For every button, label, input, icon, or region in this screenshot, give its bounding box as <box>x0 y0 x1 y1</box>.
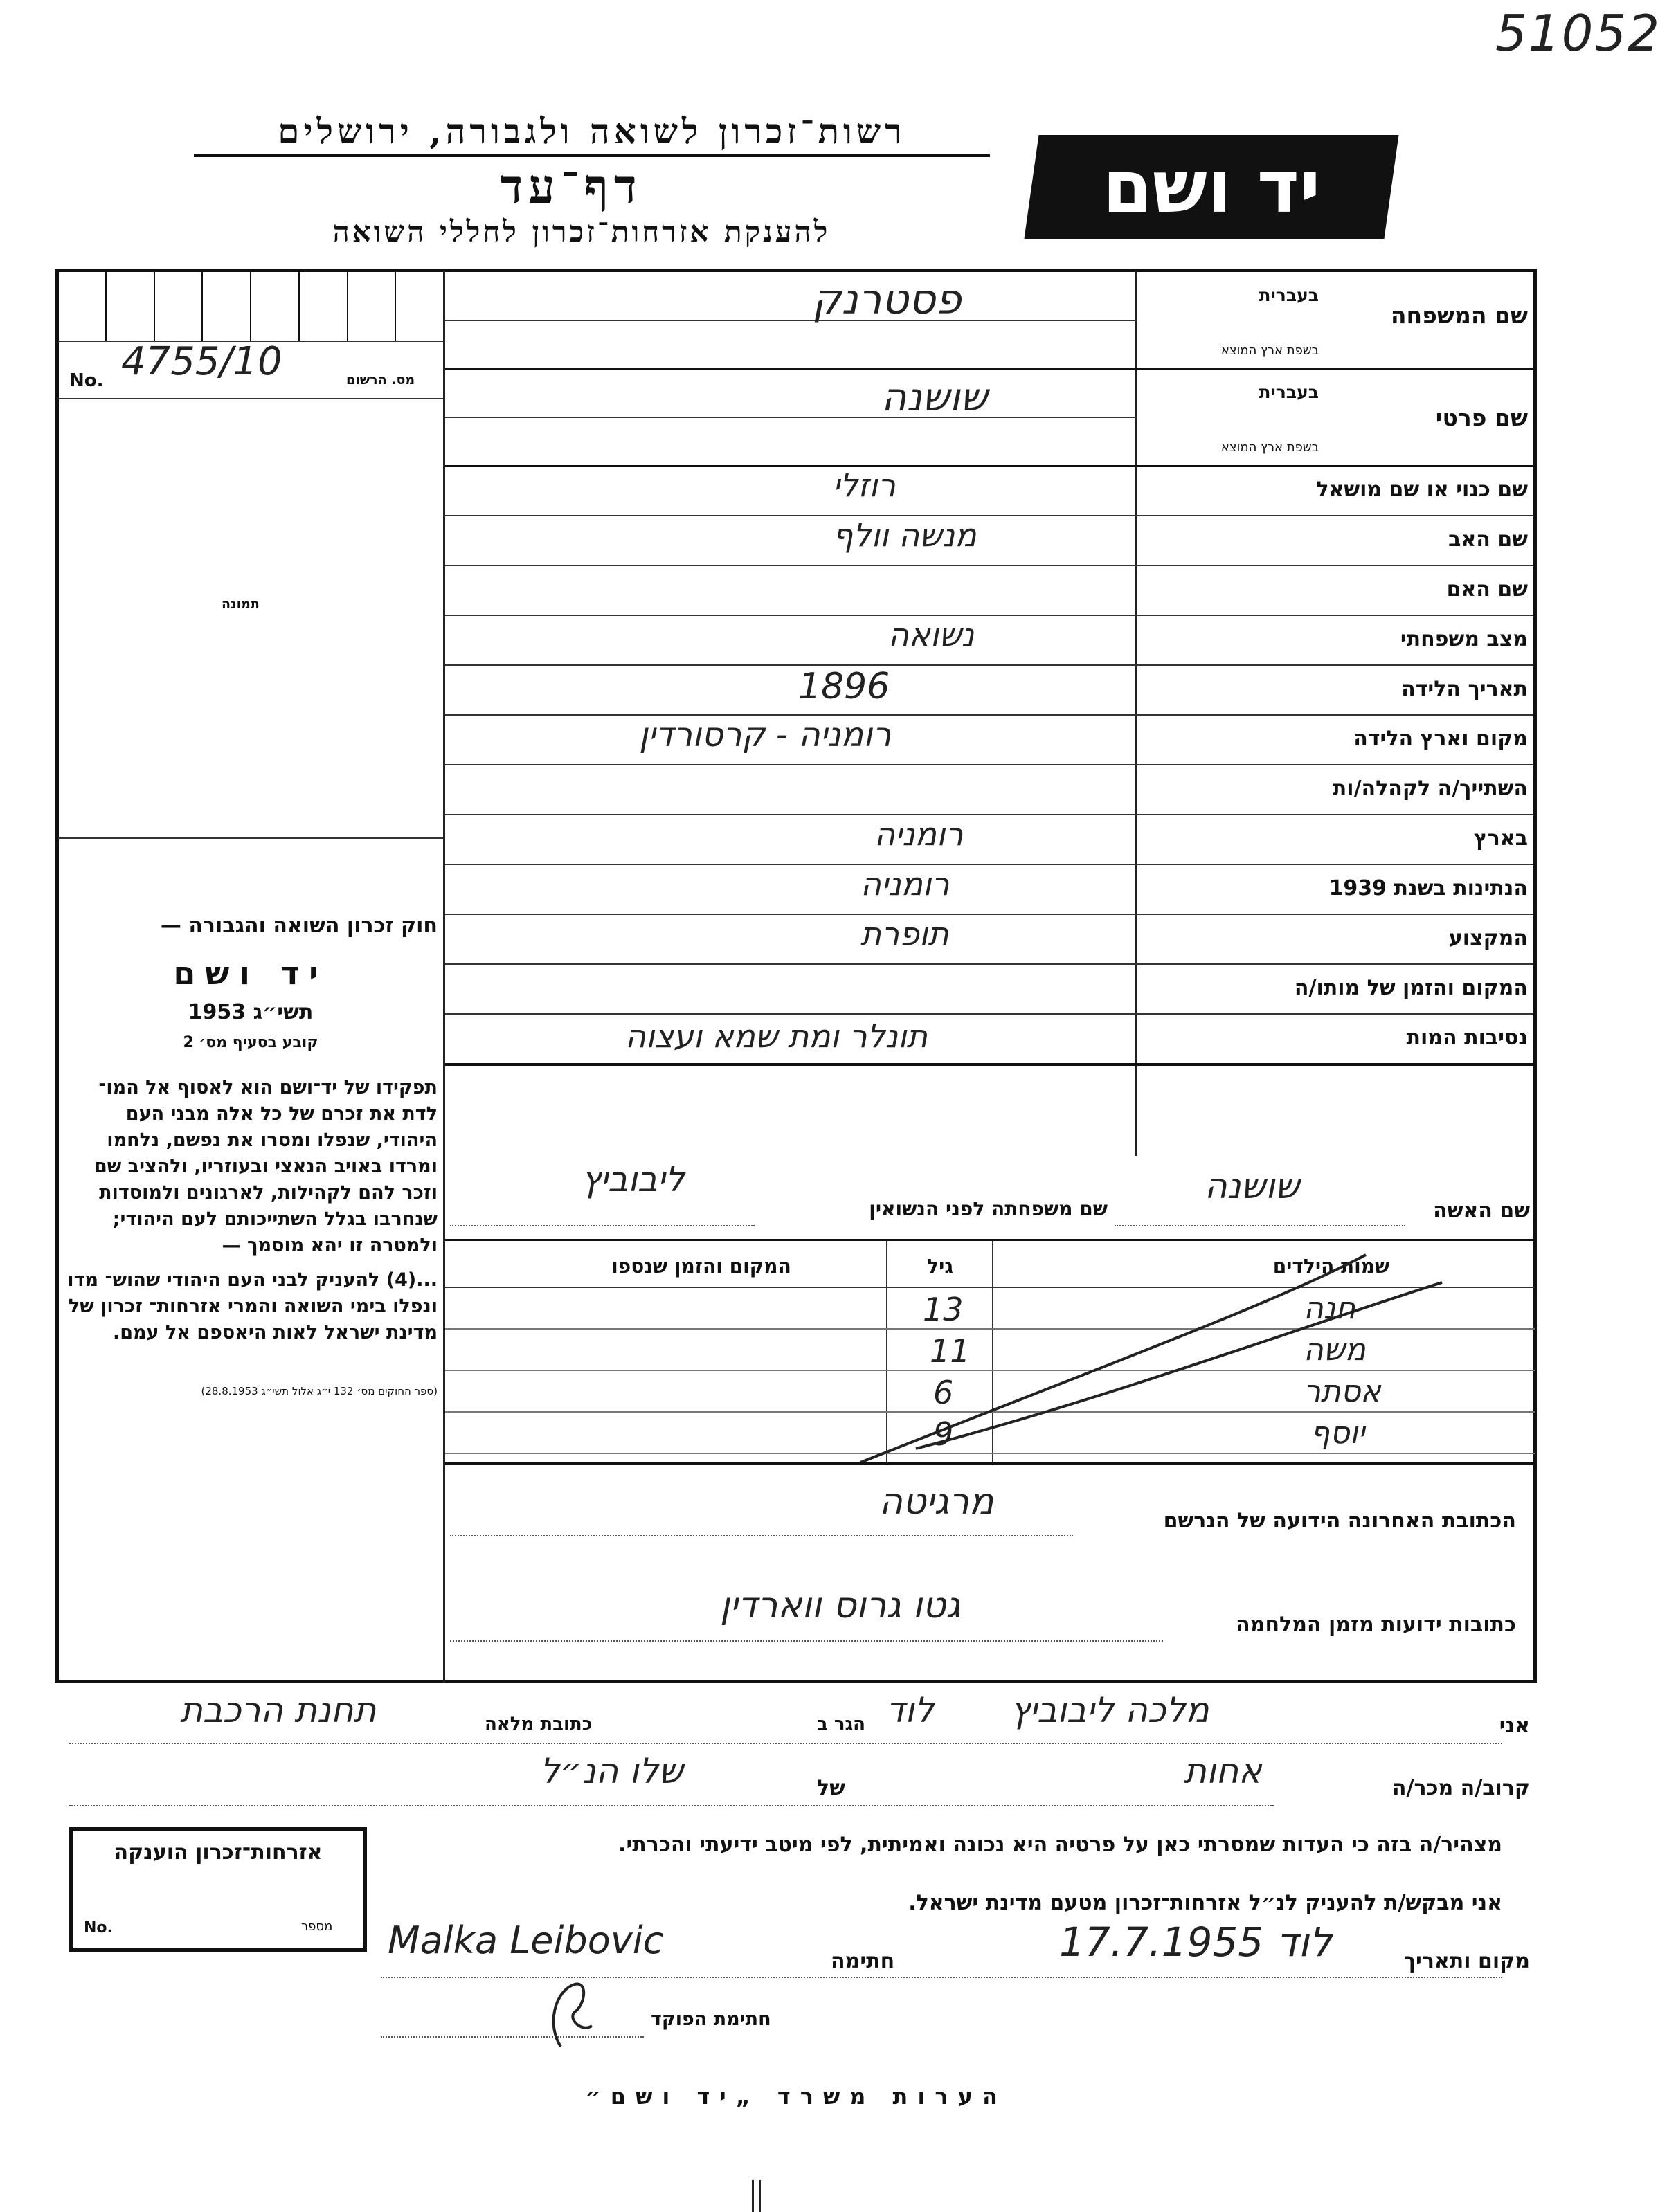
declarant-relation: אחות <box>1184 1751 1262 1791</box>
field-given-name-sub-hebrew: בעברית <box>1259 382 1319 402</box>
law-source: (ספר החוקים מס׳ 132 י״ג אלול תשי״ג 28.8.1953) <box>201 1385 438 1397</box>
personal-fields <box>445 271 1533 1157</box>
field-death-place-time <box>445 963 1533 1015</box>
field-surname-sub-hebrew: בעברית <box>1259 285 1319 305</box>
citizenship-granted-title: אזרחות־זכרון הוענקה <box>114 1840 323 1865</box>
field-citizenship-1939-value: רומניה <box>860 865 950 903</box>
registration-number: 4755/10 <box>121 339 282 384</box>
field-mother-label: שם האם <box>1446 577 1528 601</box>
field-surname-value: פסטרנק <box>812 275 962 324</box>
field-community <box>445 764 1533 815</box>
registration-label-he: מס. הרשום <box>346 372 415 388</box>
field-surname-label: שם המשפחה <box>1390 302 1528 329</box>
children-table-bottom <box>445 1462 1535 1465</box>
field-birth-place-label: מקום וארץ הלידה <box>1353 727 1528 751</box>
field-birth-date-value: 1896 <box>798 666 890 707</box>
declaration-ani-label: אני <box>1499 1714 1530 1738</box>
field-mother <box>445 565 1533 616</box>
child-4-name: יוסף <box>1310 1415 1365 1451</box>
field-father-value: מנשה וולף <box>833 516 977 554</box>
declaration-of-value: שלו הנ״ל <box>540 1751 683 1791</box>
field-given-name-label: שם פרטי <box>1435 404 1528 431</box>
declarant-signature: Malka Leibovic <box>388 1919 664 1962</box>
child-1-age: 13 <box>923 1291 964 1328</box>
law-paragraph-2: ...(4) להעניק לבני העם היהודי שהוש־ מדו ונפלו בימי השואה והמרי אזרחות־ זכרון של מדינת ישראל לאות היאספם אל עמם. <box>67 1269 438 1343</box>
place-date-label: מקום ותאריך <box>1403 1949 1530 1973</box>
field-death-place-time-label: המקום והזמן של מותו/ה <box>1294 976 1528 1000</box>
field-community-label: השתייך/ה לקהלה/ות <box>1332 777 1528 801</box>
declaration-of-label: של <box>817 1776 845 1800</box>
field-profession <box>445 914 1533 965</box>
children-header-place: המקום והזמן שנספו <box>611 1255 791 1278</box>
citizenship-granted-box <box>69 1827 367 1952</box>
field-birth-place-value: רומניה - קרסורדין <box>639 716 892 754</box>
law-clause: קובע בסעיף מס׳ 2 <box>183 1034 318 1051</box>
field-father-label: שם האב <box>1448 527 1528 552</box>
yad-vashem-logo <box>1024 135 1398 239</box>
registration-row-bottom <box>58 398 443 399</box>
wife-maiden-label: שם משפחתה לפני הנשואין <box>869 1197 1108 1220</box>
war-addresses-label: כתובות ידועות מזמן המלחמה <box>1236 1613 1516 1637</box>
field-marital-status-value: נשואה <box>888 616 975 653</box>
field-given-name-value: שושנה <box>881 375 988 420</box>
registration-tick-boxes <box>58 271 443 341</box>
field-father <box>445 515 1533 566</box>
field-marital-status-label: מצב משפחתי <box>1400 627 1528 651</box>
declaration-relation-label: קרוב/ה מכר/ה <box>1391 1776 1530 1800</box>
wife-value: שושנה <box>1205 1166 1300 1206</box>
child-3-age: 6 <box>933 1374 954 1411</box>
photo-label: תמונה <box>222 597 260 612</box>
declaration-resides-label: הגר ב <box>817 1714 866 1734</box>
field-profession-value: תופרת <box>860 915 949 952</box>
field-country-value: רומניה <box>874 815 964 853</box>
field-death-circumstances <box>445 1013 1533 1066</box>
field-given-name <box>445 368 1533 467</box>
field-country-label: בארץ <box>1473 826 1528 851</box>
footer-tick-left <box>752 2180 754 2212</box>
field-nickname-value: רוזלי <box>833 466 896 504</box>
children-table <box>445 1241 1535 1462</box>
children-header-names: שמות הילדים <box>1272 1255 1390 1278</box>
form-subtitle: להענקת אזרחות־זכרון לחללי השואה <box>332 215 831 248</box>
field-marital-status <box>445 615 1533 666</box>
child-3-name: אסתר <box>1304 1374 1381 1409</box>
child-2-name: משה <box>1304 1332 1366 1368</box>
officer-signature-label: חתימת הפוקד <box>651 2009 771 2030</box>
declarant-name: מלכה ליבוביץ <box>1011 1690 1209 1730</box>
children-header-age: גיל <box>927 1255 953 1278</box>
field-death-circumstances-value: תונלר ומת שמא ועצוה <box>625 1017 928 1055</box>
field-birth-date-label: תאריך הלידה <box>1401 677 1528 701</box>
law-title: חוק זכרון השואה והגבורה — <box>160 914 438 938</box>
yad-vashem-logo-text: יד ושם <box>1102 145 1321 229</box>
archive-stamp-number: 51052 <box>1495 4 1661 62</box>
citizenship-no-label-he: מספר <box>301 1919 333 1934</box>
field-citizenship-1939 <box>445 864 1533 915</box>
war-addresses-value: גטו גרוס ווארדין <box>720 1585 961 1626</box>
field-surname-sub-origin: בשפת ארץ המוצא <box>1220 343 1319 358</box>
form-title: דף־עד <box>500 159 642 215</box>
field-birth-place <box>445 714 1533 765</box>
wife-label: שם האשה <box>1433 1199 1530 1223</box>
declaration-statement: מצהיר/ה בזה כי העדות שמסרתי כאן על פרטיה היא נכונה ואמיתית, לפי מיטב ידיעתי והכרתי. <box>618 1833 1502 1857</box>
footer-notes-label: הערות משרד „יד ושם״ <box>585 2083 1007 2110</box>
field-birth-date <box>445 664 1533 716</box>
field-nickname-label: שם כנוי או שם מושאל <box>1316 478 1528 502</box>
field-surname <box>445 271 1533 370</box>
registration-label-en: No. <box>69 370 104 391</box>
law-name: יד ושם <box>173 954 328 992</box>
wife-maiden-value: ליבוביץ <box>582 1159 685 1199</box>
child-2-age: 11 <box>930 1332 971 1370</box>
field-nickname <box>445 465 1533 516</box>
declarant-address: תחנת הרכבת <box>180 1690 377 1730</box>
child-4-age: 9 <box>933 1415 954 1453</box>
declaration-request: אני מבקש/ת להעניק לנ״ל אזרחות־זכרון מטעם מדינת ישראל. <box>908 1891 1502 1915</box>
field-profession-label: המקצוע <box>1448 926 1528 950</box>
photo-area-bottom <box>58 837 443 839</box>
last-address-value: מרגיטה <box>879 1481 994 1523</box>
field-given-name-sub-origin: בשפת ארץ המוצא <box>1220 440 1319 455</box>
signature-label: חתימה <box>831 1949 895 1973</box>
footer-tick-right <box>759 2180 761 2212</box>
children-cross-out-strokes <box>445 1241 1535 1462</box>
law-paragraph-1: תפקידו של יד־ושם הוא לאסוף אל המו־ לדת את זכרם של כל אלה מבני העם היהודי, שנפלו ומסרו את נפשם, נלחמו ומרדו באויב הנאצי ובעוזריו, ולהציב שם וזכר להם לקהילות, לארגונים ולמוסדות שנחרבו בגלל השתייכותם לעם היהודי; ולמטרה זו יהא מוסמך — <box>93 1077 438 1256</box>
field-citizenship-1939-label: הנתינות בשנת 1939 <box>1328 876 1528 900</box>
place-date-value: לוד 17.7.1955 <box>1059 1919 1333 1966</box>
authority-title: רשות־זכרון לשואה ולגבורה, ירושלים <box>194 111 990 157</box>
law-year: תשי״ג 1953 <box>188 1000 314 1024</box>
citizenship-no-label-en: No. <box>84 1919 113 1937</box>
officer-signature-mark <box>533 1977 616 2054</box>
field-country <box>445 814 1533 865</box>
declaration-address-label: כתובת מלאה <box>485 1714 593 1734</box>
declarant-city: לוד <box>886 1690 935 1730</box>
field-death-circumstances-label: נסיבות המות <box>1406 1026 1528 1050</box>
child-1-name: חנה <box>1304 1291 1356 1326</box>
last-address-label: הכתובת האחרונה הידועה של הנרשם <box>1163 1509 1516 1533</box>
law-block <box>64 914 438 1397</box>
